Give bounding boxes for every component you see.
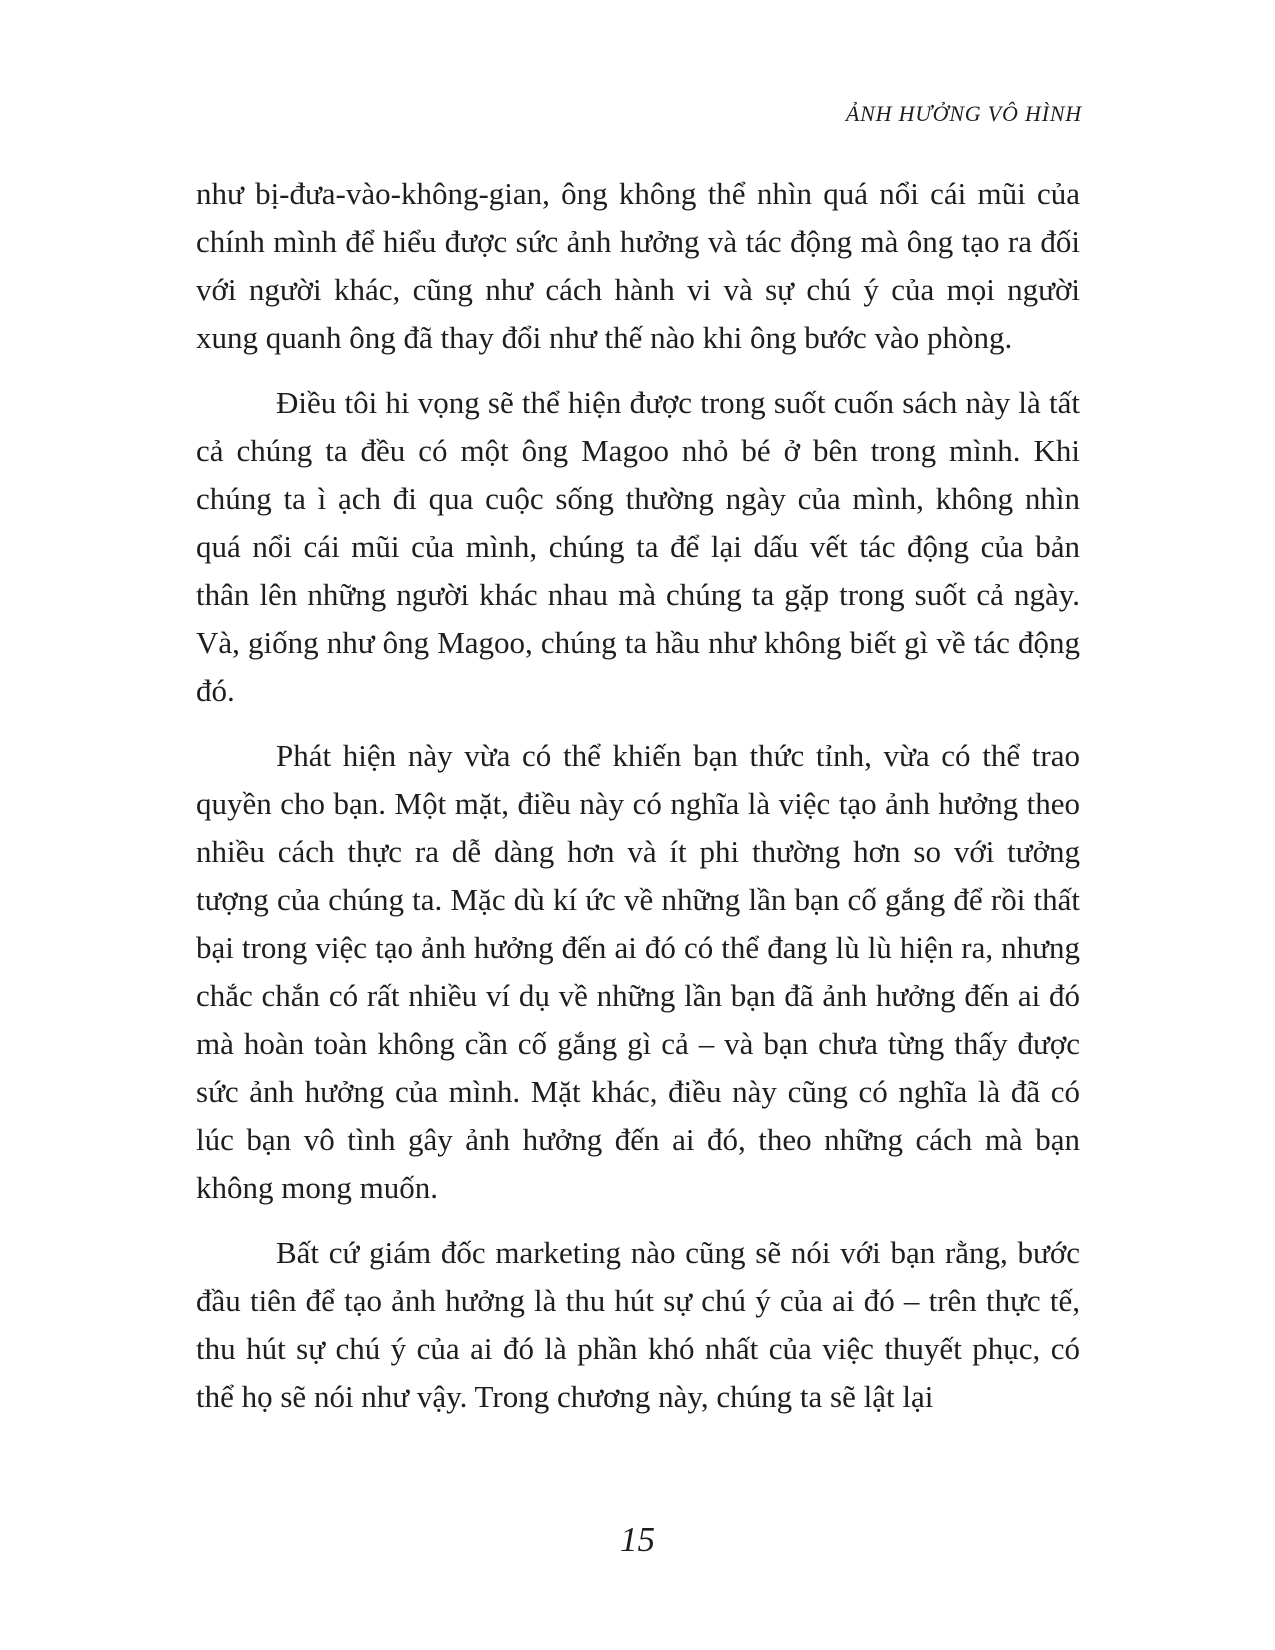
paragraph: Điều tôi hi vọng sẽ thể hiện được trong suốt cuốn sách này là tất cả chúng ta đều có một ông Magoo nhỏ bé ở bên trong mình. Khi chúng ta ì ạch đi qua cuộc sống thường ngày của mình, không nhìn quá nổi cái mũi của mình, chúng ta để lại dấu vết tác động của bản thân lên những người khác nhau mà chúng ta gặp trong suốt cả ngày. Và, giống như ông Magoo, chúng ta hầu như không biết gì về tác động đó. bbox=[196, 385, 1080, 708]
paragraph: Bất cứ giám đốc marketing nào cũng sẽ nói với bạn rằng, bước đầu tiên để tạo ảnh hưởng là thu hút sự chú ý của ai đó – trên thực tế, thu hút sự chú ý của ai đó là phần khó nhất của việc thuyết phục, có thể họ sẽ nói như vậy. Trong chương này, chúng ta sẽ lật lại bbox=[196, 1235, 1080, 1414]
paragraph: Phát hiện này vừa có thể khiến bạn thức tỉnh, vừa có thể trao quyền cho bạn. Một mặt, điều này có nghĩa là việc tạo ảnh hưởng theo nhiều cách thực ra dễ dàng hơn và ít phi thường hơn so với tưởng tượng của chúng ta. Mặc dù kí ức về những lần bạn cố gắng để rồi thất bại trong việc tạo ảnh hưởng đến ai đó có thể đang lù lù hiện ra, nhưng chắc chắn có rất nhiều ví dụ về những lần bạn đã ảnh hưởng đến ai đó mà hoàn toàn không cần cố gắng gì cả – và bạn chưa từng thấy được sức ảnh hưởng của mình. Mặt khác, điều này cũng có nghĩa là đã có lúc bạn vô tình gây ảnh hưởng đến ai đó, theo những cách mà bạn không mong muốn. bbox=[196, 738, 1080, 1205]
body-text bbox=[196, 170, 1080, 1438]
running-header: ẢNH HƯỞNG VÔ HÌNH bbox=[845, 101, 1082, 126]
paragraph: như bị-đưa-vào-không-gian, ông không thể nhìn quá nổi cái mũi của chính mình để hiểu được sức ảnh hưởng và tác động mà ông tạo ra đối với người khác, cũng như cách hành vi và sự chú ý của mọi người xung quanh ông đã thay đổi như thế nào khi ông bước vào phòng. bbox=[196, 176, 1080, 355]
page-number: 15 bbox=[620, 1520, 655, 1559]
